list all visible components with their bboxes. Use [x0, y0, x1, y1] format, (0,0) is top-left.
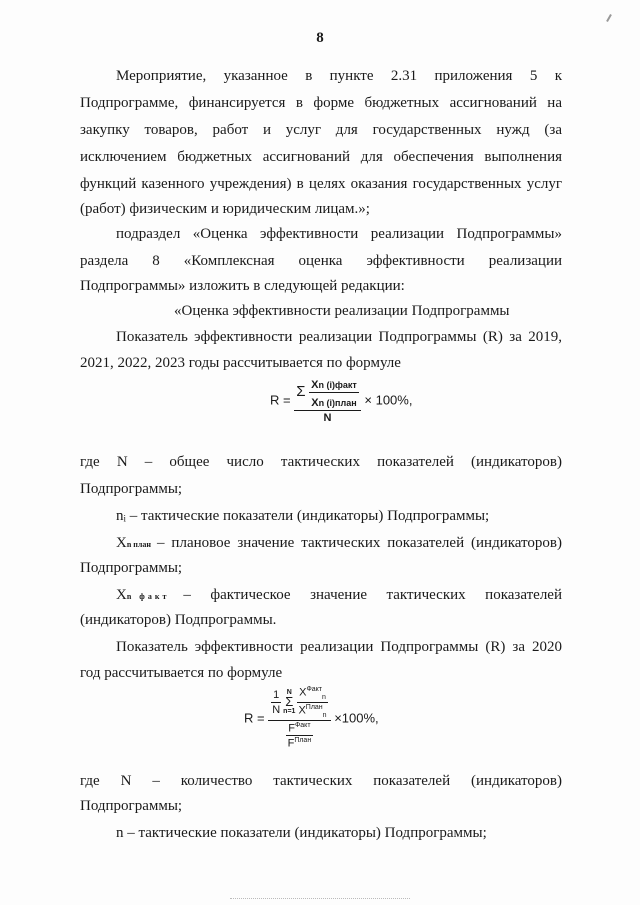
text-line-8: раздела 8 «Комплексная оценка эффективности реализации	[80, 253, 562, 269]
section-heading: «Оценка эффективности реализации Подпрограммы	[174, 303, 510, 319]
text-line-18	[116, 586, 562, 606]
formula-1-x-fact: X	[311, 379, 319, 391]
formula-2-f-plan-sup: План	[294, 737, 312, 745]
xn-plan-sub: n план	[126, 540, 151, 549]
xn-plan-x: X	[116, 535, 127, 551]
xn-fact-symbol	[116, 586, 169, 606]
text-line-14: Подпрограммы;	[80, 481, 183, 497]
formula-1-denominator: N	[323, 412, 332, 424]
formula-1-rhs: × 100%,	[364, 392, 413, 408]
formula-2-x-ratio	[296, 686, 328, 719]
text-line-2: Подпрограмме, финансируется в форме бюджетных ассигнований на	[80, 95, 562, 111]
xn-plan-symbol	[116, 534, 151, 554]
xn-fact-x: X	[116, 587, 127, 603]
formula-2-x-plan-sup: План	[305, 703, 323, 711]
formula-2-sum-bottom: n=1	[283, 708, 296, 716]
text-line-5: функций казенного учреждения) в целях оказания государственных услуг	[80, 176, 562, 192]
formula-2-sum	[283, 689, 295, 715]
formula-1-fact-sub: n (i)факт	[318, 380, 357, 390]
xn-fact-sub: n факт	[126, 592, 170, 601]
xn-fact-description: – фактическое значение тактических показателей	[183, 587, 562, 603]
formula-2-f-fact: F	[288, 722, 295, 735]
formula-2-x-fact-sub: n	[322, 693, 326, 701]
scan-artifact-mark	[606, 14, 612, 22]
formula-1-x-plan: X	[311, 397, 319, 409]
formula-2-x-plan-sub: n	[322, 711, 327, 719]
scan-artifact-line	[230, 898, 410, 899]
formula-1-plan-sub: n (i)план	[318, 398, 357, 408]
formula-2-denominator	[284, 721, 316, 750]
formula-2-one: 1	[273, 688, 280, 701]
formula-2-x-fact: X	[299, 686, 307, 699]
formula-1-numerator	[294, 376, 361, 411]
text-line-9: Подпрограммы» изложить в следующей редакции:	[80, 278, 405, 294]
formula-2-x-fact-sup: Факт	[306, 686, 322, 693]
text-line-23: Подпрограммы;	[80, 798, 183, 814]
formula-1-sigma: Σ	[296, 382, 306, 400]
xn-plan-description: – плановое значение тактических показателей (индикаторов)	[157, 535, 562, 551]
formula-2-fraction	[268, 686, 330, 750]
text-line-3: закупку товаров, работ и услуг для государственных нужд (за	[80, 122, 562, 138]
formula-2	[244, 686, 379, 750]
text-line-1: Мероприятие, указанное в пункте 2.31 приложения 5 к	[116, 68, 562, 84]
formula-2-f-fact-sup: Факт	[294, 721, 311, 729]
formula-2-x-plan: X	[298, 704, 306, 717]
formula-2-f-plan: F	[287, 738, 295, 750]
formula-2-f-ratio	[286, 722, 314, 750]
formula-1-inner-fraction	[309, 376, 359, 409]
text-line-4: исключением бюджетных ассигнований для обеспечения выполнения	[80, 149, 562, 165]
text-line-16	[116, 534, 562, 554]
formula-1	[270, 376, 412, 424]
formula-2-one-over-n	[270, 689, 282, 716]
formula-2-lhs: R =	[244, 710, 265, 726]
formula-1-fraction	[294, 376, 361, 424]
formula-2-numerator	[268, 686, 330, 721]
page-number: 8	[316, 30, 324, 46]
text-line-19: (индикаторов) Подпрограммы.	[80, 612, 277, 628]
text-line-7: подраздел «Оценка эффективности реализации Подпрограммы»	[116, 226, 562, 242]
formula-2-sum-top: N	[286, 689, 292, 697]
text-line-20: Показатель эффективности реализации Подпрограммы (R) за 2020	[116, 639, 562, 655]
text-line-11: Показатель эффективности реализации Подпрограммы (R) за 2019,	[116, 329, 562, 345]
text-line-6: (работ) физическим и юридическим лицам.»;	[80, 201, 370, 217]
formula-2-sigma: Σ	[285, 694, 294, 710]
formula-2-n-den: N	[272, 703, 281, 716]
formula-1-lhs: R =	[270, 392, 291, 408]
text-line-22: где N – количество тактических показателей (индикаторов)	[80, 773, 562, 789]
text-line-15: nᵢ – тактические показатели (индикаторы) Подпрограммы;	[116, 508, 490, 524]
text-line-17: Подпрограммы;	[80, 560, 183, 576]
formula-2-rhs: ×100%,	[334, 710, 379, 726]
text-line-21: год рассчитывается по формуле	[80, 665, 283, 681]
text-line-24: n – тактические показатели (индикаторы) Подпрограммы;	[116, 825, 487, 841]
text-line-13: где N – общее число тактических показателей (индикаторов)	[80, 454, 562, 470]
text-line-12: 2021, 2022, 2023 годы рассчитывается по формуле	[80, 355, 401, 371]
